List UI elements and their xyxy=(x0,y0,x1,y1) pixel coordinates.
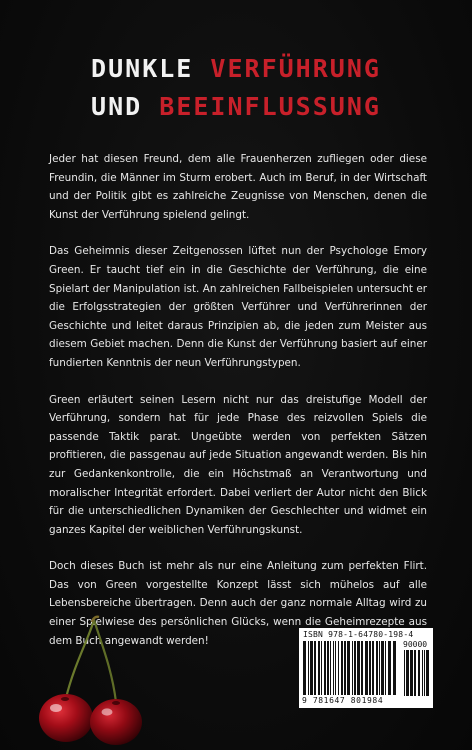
cherries-image xyxy=(36,610,148,745)
title-word-und: UND xyxy=(91,92,143,121)
title-line-1 xyxy=(0,50,472,88)
price-code: 90000 xyxy=(403,640,428,649)
title-word-beeinflussung: BEEINFLUSSUNG xyxy=(159,92,381,121)
isbn-label: ISBN 978-1-64780-198-4 xyxy=(303,630,414,639)
title-word-dunkle: DUNKLE xyxy=(91,54,194,83)
title-line-2 xyxy=(0,88,472,126)
barcode-bars xyxy=(302,641,400,695)
barcode-image xyxy=(299,628,433,708)
blurb-paragraph: Doch dieses Buch ist mehr als nur eine Anleitung zum perfekten Flirt. Das von Green vorgestellte Konzept lässt sich mühelos auf alle Lebensbereiche übertragen. Denn auch der ganz normale Alltag wird zu einer Spielwiese des persönlichen Glücks, wenn die Geheimrezepte aus dem Buch angewandt werden! xyxy=(49,560,427,647)
blurb-paragraph: Green erläutert seinen Lesern nicht nur das dreistufige Modell der Verführung, sondern hat für jede Phase des reizvollen Spiels die passende Taktik parat. Ungeübte werden von perfekten Sätzen profitieren, die passgenau auf jede Situation angewandt werden. Bis hin zur Gedankenkontrolle, die ein Höchstmaß an Verantwortung und moralischer Integrität erfordert. Dabei verliert der Autor nicht den Blick für die unterschiedlichen Dynamiken der Geschlechter und widmet ein ganzes Kapitel der weiblichen Verführungskunst. xyxy=(49,393,427,536)
blurb-text xyxy=(49,150,427,668)
book-title xyxy=(0,50,472,126)
blurb-paragraph: Das Geheimnis dieser Zeitgenossen lüftet nun der Psychologe Emory Green. Er taucht tief ein in die Geschichte der Verführung, die eine Spielart der Manipulation ist. An zahlreichen Fallbeispielen untersucht er die Erfolgsstrategien der größten Verführer und Verführerinnen der Geschichte und leitet daraus Prinzipien ab, die jeden zum Meister aus diesem Gebiet machen. Denn die Kunst der Verführung basiert auf einer fundierten Kenntnis der neun Verführungstypen. xyxy=(49,245,427,369)
title-word-verfuehrung: VERFÜHRUNG xyxy=(210,54,381,83)
addon-bars xyxy=(403,650,429,696)
ean-number: 9 781647 801984 xyxy=(302,696,384,705)
blurb-paragraph: Jeder hat diesen Freund, dem alle Frauenherzen zufliegen oder diese Freundin, die Männer im Sturm erobert. Auch im Beruf, in der Wirtschaft und der Politik gibt es zahlreiche Zeugnisse von Menschen, denen die Kunst der Verführung spielend gelingt. xyxy=(49,153,427,221)
